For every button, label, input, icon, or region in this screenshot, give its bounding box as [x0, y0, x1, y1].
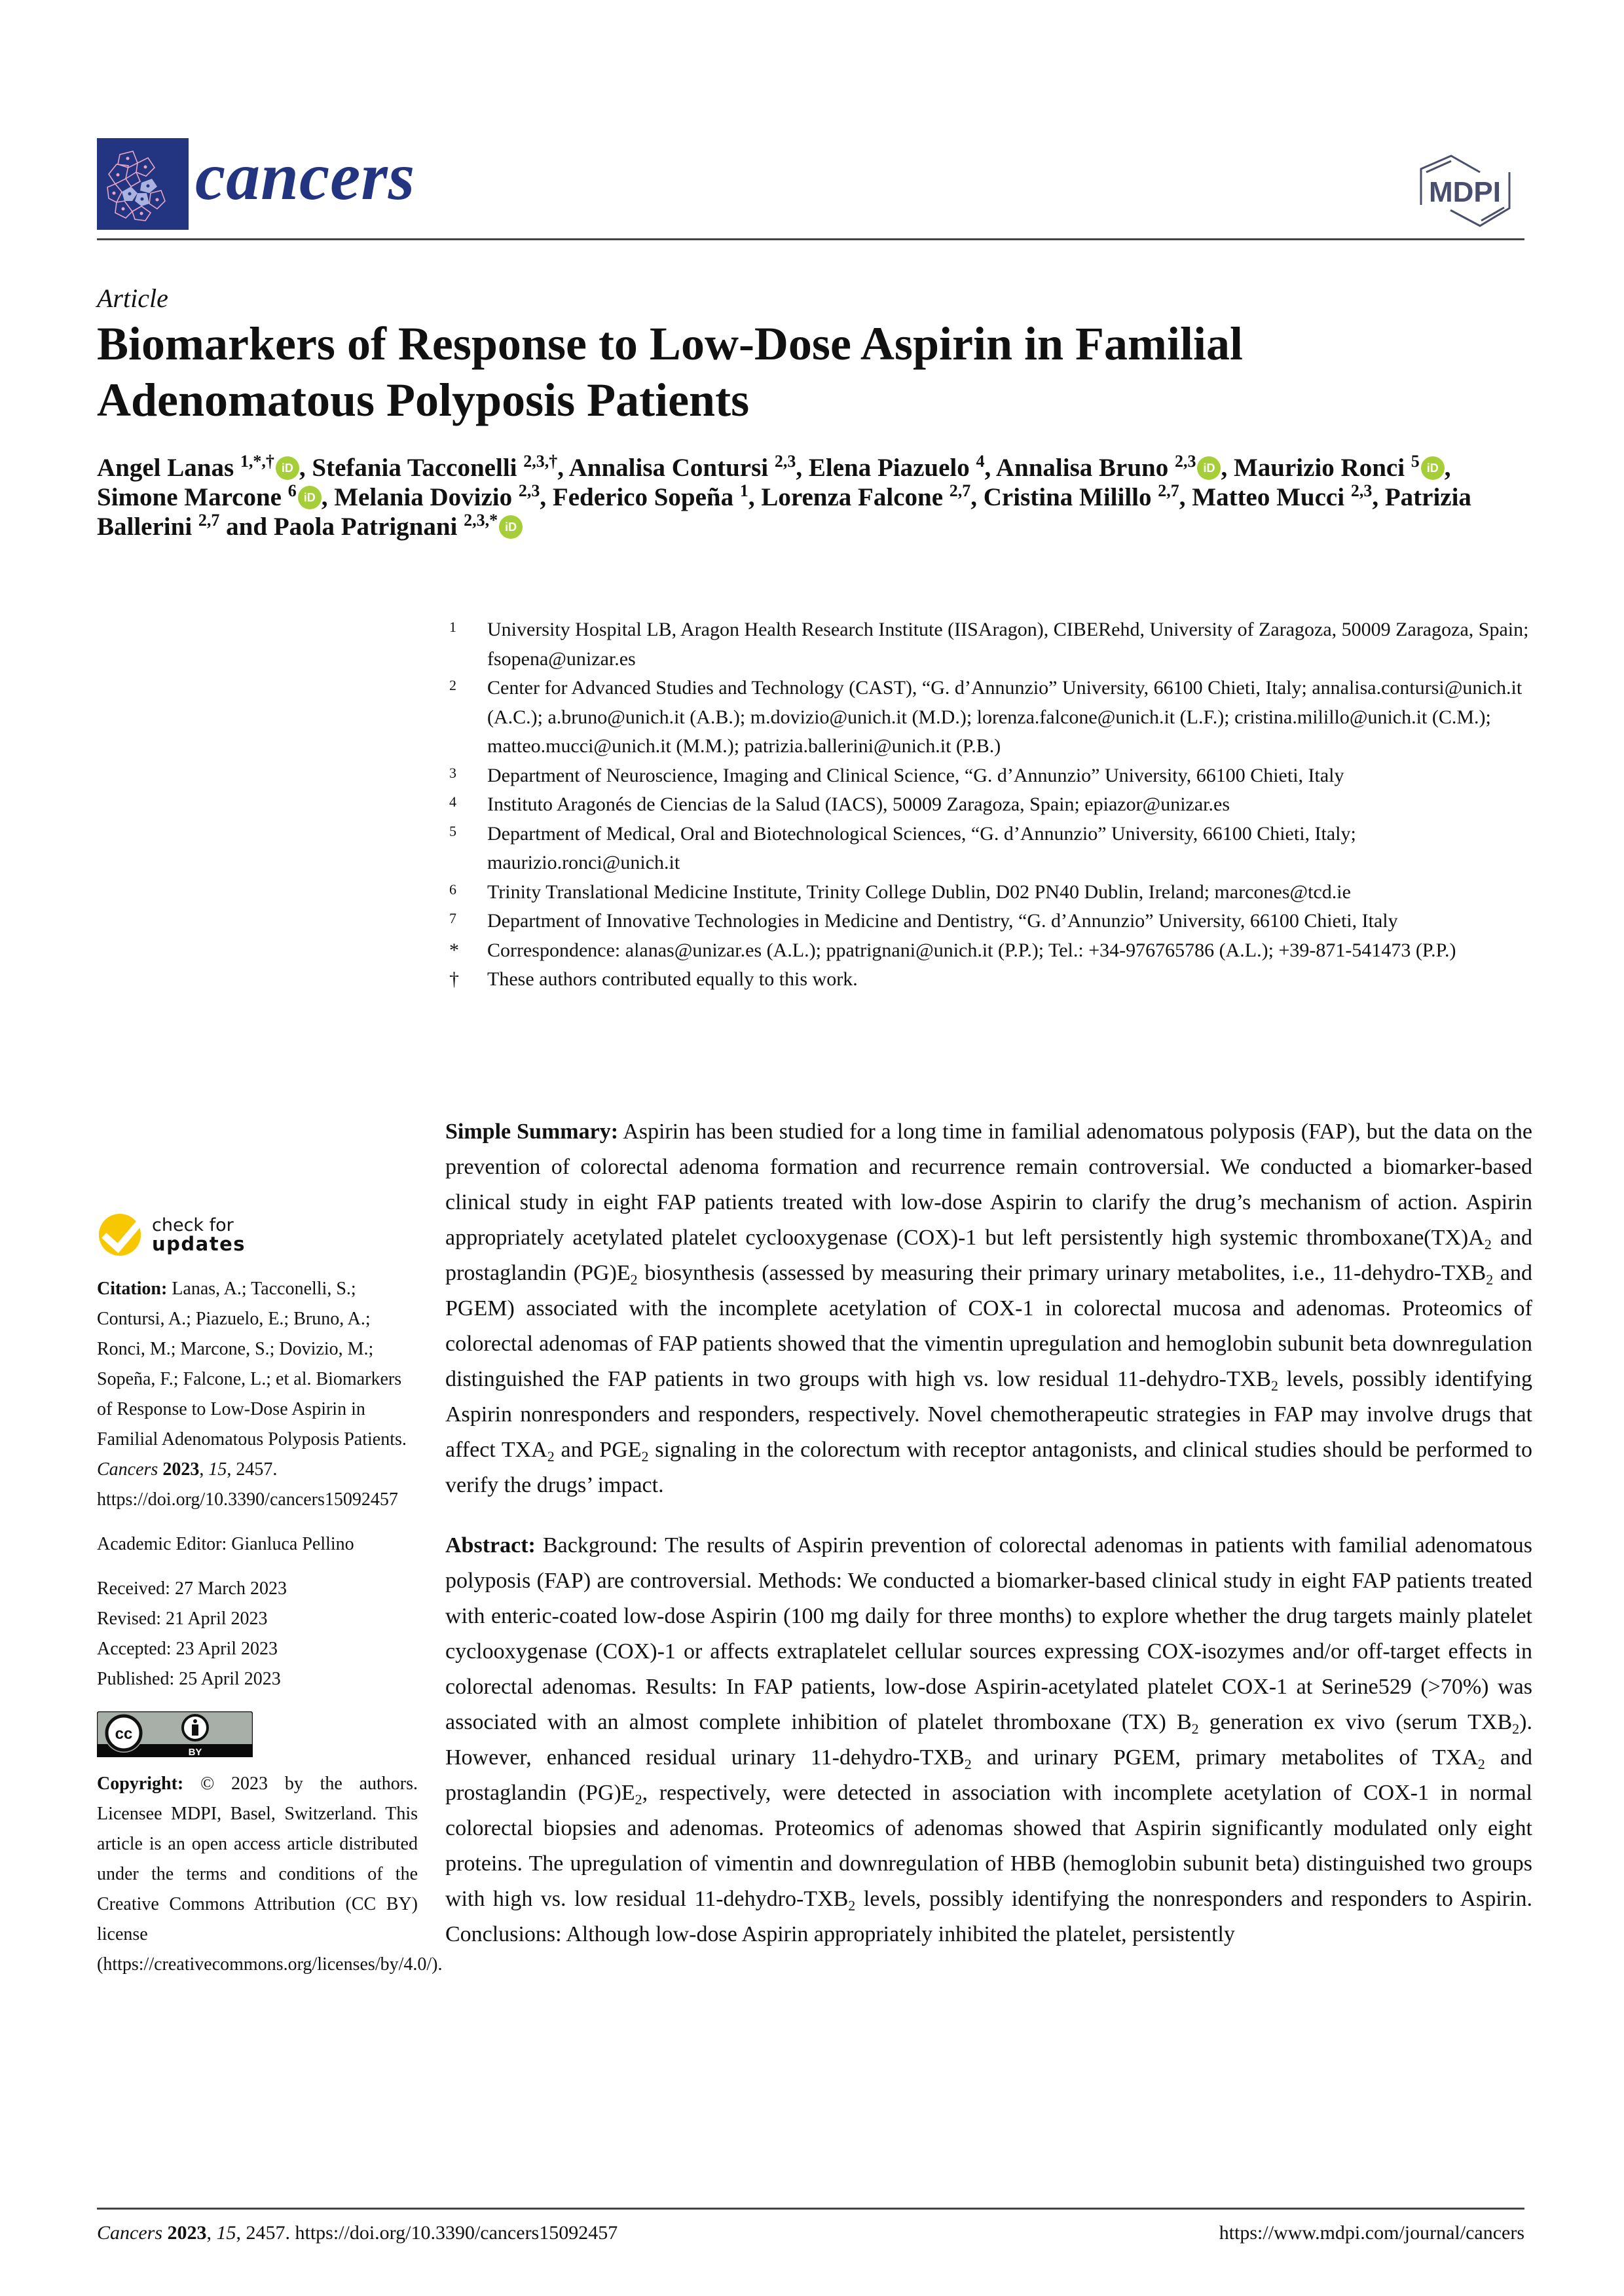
simple-summary-label: Simple Summary: [445, 1120, 619, 1144]
affiliation-text: Department of Neuroscience, Imaging and Clinical Science, “G. d’Annunzio” University, 66100 Chieti, Italy [487, 764, 1344, 786]
author-name: Lorenza Falcone [761, 483, 950, 511]
author-affiliation-marks: 2,7 [949, 481, 971, 500]
date-published: Published: 25 April 2023 [97, 1669, 281, 1689]
author-affiliation-marks: 2,3,* [464, 511, 498, 530]
academic-editor: Academic Editor: Gianluca Pellino [97, 1534, 354, 1554]
footer-year: 2023 [167, 2222, 207, 2244]
author-name: Annalisa Contursi [568, 454, 775, 482]
article-type: Article [97, 283, 168, 313]
author-affiliation-marks: 5 [1411, 452, 1420, 471]
author-affiliation-marks: 2,3 [1174, 452, 1196, 471]
affiliation-mark: 7 [449, 910, 456, 926]
footer-divider [97, 2208, 1524, 2210]
author-affiliation-marks: 2,3,† [523, 452, 558, 471]
copyright-notice [97, 1769, 443, 1980]
author-name: Melania Dovizio [334, 483, 519, 511]
copyright-text: © 2023 by the authors. Licensee MDPI, Basel, Switzerland. This article is an open access article distributed under the terms and conditions of the Creative Commons Attribution (CC BY) license (https://creativecommons.org/licenses/by/4.0/). [97, 1774, 443, 1975]
citation-volume: 15 [208, 1459, 227, 1480]
header-divider [97, 238, 1524, 240]
author-name: Angel Lanas [97, 454, 240, 482]
author-affiliation-marks: 1,*,† [240, 452, 274, 471]
simple-summary-text: Aspirin has been studied for a long time in familial adenomatous polyposis (FAP), but the data on the prevention of colorectal adenoma formation and recurrence remain controversial. We conducted a biomarker-based clinical study in eight FAP patients treated with low-dose Aspirin to clarify the drug’s mechanism of action. Aspirin appropriately acetylated platelet cyclooxygenase (COX)-1 but left persistently high systemic $thromboxane(TX)A_2$ and prostaglandin $(PG)E_2$ biosynthesis (assessed by measuring their primary urinary metabolites, i.e., $11-dehydro-TXB_2$ and PGEM) associated with the incomplete acetylation of COX-1 in colorectal mucosa and adenomas. Proteomics of colorectal adenomas of FAP patients showed that the vimentin upregulation and hemoglobin subunit beta downregulation distinguished the FAP patients in two groups with high vs. low residual $11-dehydro-TXB_2$ levels, possibly identifying Aspirin nonresponders and responders, respectively. Novel chemotherapeutic strategies in FAP may involve drugs that affect $TXA_2$ and $PGE_2$ signaling in the colorectum with receptor antagonists, and clinical studies should be performed to verify the drugs’ impact. [445, 1120, 1533, 1497]
affiliation-mark: 4 [449, 793, 456, 810]
affiliation-text: Correspondence: alanas@unizar.es (A.L.); ppatrignani@unich.it (P.P.); Tel.: +34-976765786 (A.L.); +39-871-541473 (P.P.) [487, 939, 1456, 961]
abstract-text: Background: The results of Aspirin prevention of colorectal adenomas in patients with familial adenomatous polyposis (FAP) are controversial. Methods: We conducted a biomarker-based clinical study in eight FAP patients treated with enteric-coated low-dose Aspirin (100 mg daily for three months) to explore whether the drug targets mainly platelet cyclooxygenase (COX)-1 or affects extraplatelet cellular sources expressing COX-isozymes and/or off-target effects in colorectal adenomas. Results: In FAP patients, low-dose Aspirin-acetylated platelet COX-1 at Serine529 (>70%) was associated with an almost complete inhibition of platelet thromboxane (TX) $B_2$ generation ex vivo (serum $TXB_2$). However, enhanced residual urinary $11-dehydro-TXB_2$ and urinary PGEM, primary metabolites of $TXA_2$ and prostaglandin $(PG)E_2$, respectively, were detected in association with incomplete acetylation of COX-1 in normal colorectal biopsies and adenomas. Proteomics of adenomas showed that Aspirin significantly modulated only eight proteins. The upregulation of vimentin and downregulation of HBB (hemoglobin subunit beta) distinguished two groups with high vs. low residual $11-dehydro-TXB_2$ levels, possibly identifying the nonresponders and responders to Aspirin. Conclusions: Although low-dose Aspirin appropriately inhibited the platelet, persistently [445, 1533, 1533, 1946]
author-affiliation-marks: 2,7 [1158, 481, 1179, 500]
author-name: Elena Piazuelo [808, 454, 976, 482]
author-affiliation-marks: 2,7 [198, 511, 220, 530]
author-affiliation-marks: 4 [976, 452, 985, 471]
author-name: Annalisa Bruno [995, 454, 1175, 482]
footer-journal-url[interactable]: https://www.mdpi.com/journal/cancers [1219, 2222, 1524, 2244]
author-affiliation-marks: 1 [739, 481, 748, 500]
by-label: BY [188, 1747, 202, 1757]
affiliation-mark: 3 [449, 764, 456, 781]
check-updates-icon [97, 1212, 143, 1257]
author-affiliation-marks: 2,3 [1350, 481, 1373, 500]
affiliation-mark: 5 [449, 822, 456, 839]
citation-authors: Lanas, A.; Tacconelli, S.; Contursi, A.; Piazuelo, E.; Bruno, A.; Ronci, M.; Marcone, S.; Dovizio, M.; Sopeña, F.; Falcone, L.; et al. Biomarkers of Response to Low-Dose Aspirin in Familial Adenomatous Polyposis Patients. [97, 1279, 407, 1449]
orcid-icon[interactable]: iD [1421, 456, 1445, 480]
orcid-icon[interactable]: iD [499, 515, 523, 539]
check-for-updates-button[interactable] [97, 1212, 418, 1257]
author-name: Paola Patrignani [273, 513, 464, 541]
author-affiliation-marks: 2,3 [774, 452, 796, 471]
citation-pages: 2457. [236, 1459, 278, 1480]
main-content [445, 1114, 1532, 1977]
affiliation-item [445, 936, 1532, 966]
orcid-icon[interactable]: iD [1197, 456, 1221, 480]
date-received: Received: 27 March 2023 [97, 1578, 287, 1599]
orcid-icon[interactable]: iD [298, 486, 322, 509]
affiliation-mark: * [449, 939, 459, 961]
date-accepted: Accepted: 23 April 2023 [97, 1639, 278, 1659]
affiliation-text: Department of Innovative Technologies in Medicine and Dentistry, “G. d’Annunzio” University, 66100 Chieti, Italy [487, 910, 1398, 932]
affiliation-mark: 2 [449, 677, 456, 693]
affiliation-item [445, 878, 1532, 907]
affiliation-item [445, 674, 1532, 761]
affiliation-mark: † [449, 968, 459, 990]
footer-doi-link[interactable]: , 2457. https://doi.org/10.3390/cancers15092457 [236, 2222, 618, 2244]
author-name: Matteo Mucci [1192, 483, 1351, 511]
abstract [445, 1528, 1532, 1952]
copyright-label: Copyright: [97, 1774, 184, 1794]
cc-icon: cc [115, 1725, 133, 1743]
author-name: Patrizia Ballerini [97, 483, 1471, 541]
author-name: Simone Marcone [97, 483, 288, 511]
svg-text:MDPI: MDPI [1429, 176, 1501, 208]
author-name: Maurizio Ronci [1233, 454, 1411, 482]
affiliation-text: Center for Advanced Studies and Technology (CAST), “G. d’Annunzio” University, 66100 Chieti, Italy; annalisa.contursi@unich.it (A.C.); a.bruno@unich.it (A.B.); m.dovizio@unich.it (M.D.); lorenza.falcone@unich.it (L.F.); cristina.milillo@unich.it (C.M.); matteo.mucci@unich.it (M.M.); patrizia.ballerini@unich.it (P.B.) [487, 677, 1522, 757]
author-affiliation-marks: 2,3 [518, 481, 540, 500]
cells-icon [97, 138, 189, 230]
author-name: Federico Sopeña [552, 483, 740, 511]
orcid-icon[interactable]: iD [276, 456, 299, 480]
check-updates-line2: updates [152, 1233, 246, 1255]
cc-by-license-badge[interactable] [97, 1711, 253, 1757]
affiliation-text: These authors contributed equally to this work. [487, 968, 858, 990]
journal-logo [97, 138, 189, 230]
affiliations [445, 615, 1532, 994]
citation-year: 2023 [162, 1459, 200, 1480]
simple-summary [445, 1114, 1532, 1503]
footer-volume: 15 [216, 2222, 236, 2244]
footer-journal: Cancers [97, 2222, 162, 2244]
journal-name: cancers [195, 139, 416, 214]
footer-citation: Cancers 2023, 15, 2457. https://doi.org/10.3390/cancers15092457 [97, 2222, 618, 2244]
citation-journal: Cancers [97, 1459, 158, 1480]
affiliation-item [445, 820, 1532, 878]
author-name: Cristina Milillo [983, 483, 1158, 511]
affiliation-mark: 6 [449, 881, 456, 898]
affiliation-item [445, 907, 1532, 936]
affiliation-text: Instituto Aragonés de Ciencias de la Salud (IACS), 50009 Zaragoza, Spain; epiazor@unizar.es [487, 793, 1230, 815]
affiliation-mark: 1 [449, 619, 456, 635]
affiliation-text: University Hospital LB, Aragon Health Research Institute (IISAragon), CIBERehd, University of Zaragoza, 50009 Zaragoza, Spain; fsopena@unizar.es [487, 619, 1529, 670]
affiliation-text: Department of Medical, Oral and Biotechnological Sciences, “G. d’Annunzio” University, 66100 Chieti, Italy; maurizio.ronci@unich.it [487, 822, 1356, 873]
date-revised: Revised: 21 April 2023 [97, 1609, 268, 1629]
affiliation-text: Trinity Translational Medicine Institute, Trinity College Dublin, D02 PN40 Dublin, Ireland; marcones@tcd.ie [487, 881, 1351, 903]
citation-label: Citation: [97, 1279, 168, 1299]
author-affiliation-marks: 6 [287, 481, 297, 500]
check-updates-line1: check for [152, 1215, 234, 1235]
citation-doi-link[interactable]: https://doi.org/10.3390/cancers15092457 [97, 1489, 398, 1510]
author-name: Stefania Tacconelli [312, 454, 524, 482]
abstract-label: Abstract: [445, 1533, 536, 1558]
sidebar [97, 1212, 443, 1994]
article-title: Biomarkers of Response to Low-Dose Aspirin in Familial Adenomatous Polyposis Patients [97, 318, 1244, 426]
citation: Citation: Lanas, A.; Tacconelli, S.; Contursi, A.; Piazuelo, E.; Bruno, A.; Ronci, M.; Marcone, S.; Dovizio, M.; Sopeña, F.; Falcone, L.; et al. Biomarkers of Response to Low-Dose Aspirin in Familial Adenomatous Polyposis Patients. Cancers 2023, 15, 2457. https://doi.org/10.3390/cancers15092457 [97, 1279, 407, 1510]
affiliation-item [445, 615, 1532, 674]
author-list: Angel Lanas $^{1,*,\dagger}$ iD , Stefania Tacconelli $^{2,3,\dagger}$, Annalisa Contursi $^{2,3}$, Elena Piazuelo $^4$, Annalisa Bruno $^{2,3}$ iD , Maurizio Ronci $^5$ iD , Simone Marcone $^6$ iD , Melania Dovizio $^{2,3}$, Federico Sopeña $^1$, Lorenza Falcone $^{2,7}$, Cristina Milillo $^{2,7}$, Matteo Mucci $^{2,3}$, Patrizia Ballerini $^{2,7}$ and Paola Patrignani $^{2,3,*}$ iD [97, 452, 1471, 541]
publication-dates [97, 1574, 418, 1694]
affiliation-item [445, 761, 1532, 791]
affiliation-item [445, 965, 1532, 994]
mdpi-logo [1408, 153, 1522, 228]
affiliation-item [445, 790, 1532, 820]
